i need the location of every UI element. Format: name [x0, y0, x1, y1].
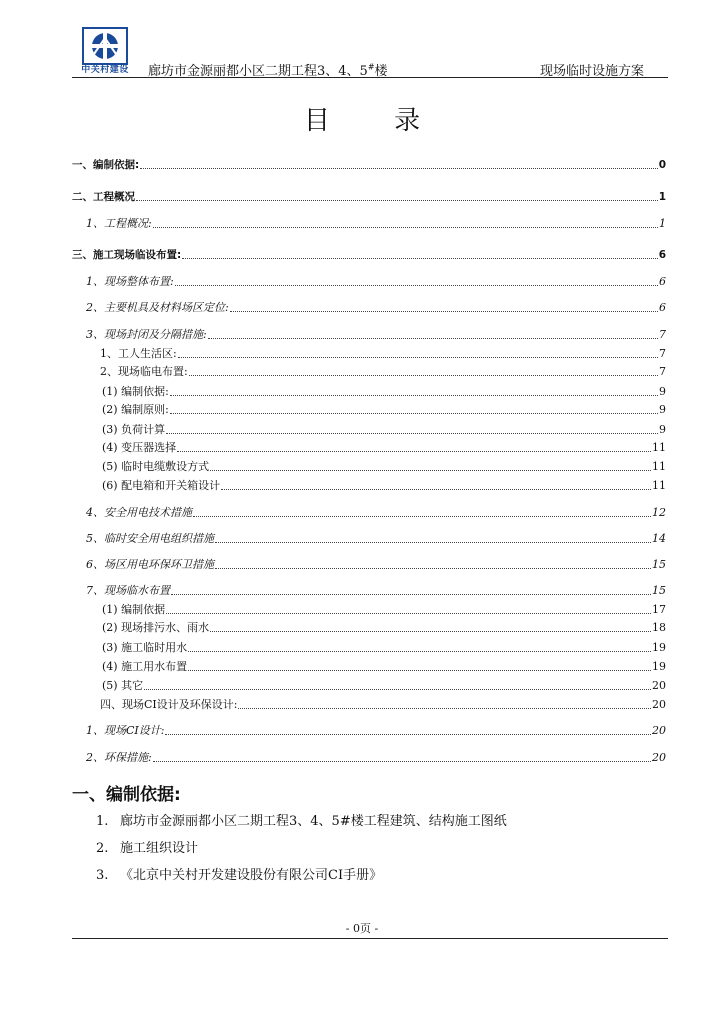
toc-leader-dots — [153, 226, 658, 228]
list-item-number: 3. — [96, 868, 109, 883]
toc-leader-dots — [165, 733, 651, 735]
toc-entry[interactable] — [72, 556, 666, 572]
toc-leader-dots — [221, 488, 651, 490]
toc-entry-page: 15 — [652, 584, 666, 597]
toc-entry[interactable] — [72, 601, 666, 617]
toc-entry[interactable] — [72, 639, 666, 655]
toc-entry-page: 7 — [659, 328, 666, 341]
toc-entry[interactable] — [72, 530, 666, 546]
toc-leader-dots — [140, 167, 657, 169]
toc-entry-label: 1、工人生活区: — [100, 347, 177, 360]
toc-entry[interactable] — [72, 749, 666, 765]
toc-entry[interactable] — [72, 722, 666, 738]
toc-entry[interactable] — [72, 363, 666, 379]
toc-leader-dots — [166, 612, 651, 614]
toc-entry[interactable] — [72, 326, 666, 342]
toc-leader-dots — [166, 432, 658, 434]
header-project-suffix: 楼 — [374, 64, 388, 79]
list-item-number: 1. — [96, 814, 109, 829]
footer-divider — [72, 938, 668, 939]
toc-entry-label: 4、安全用电技术措施 — [86, 506, 192, 519]
toc-entry-page: 18 — [652, 621, 666, 634]
list-item-text: 廊坊市金源丽都小区二期工程3、4、5#楼工程建筑、结构施工图纸 — [120, 814, 507, 829]
toc-entry-label: (4) 施工用水布置 — [102, 660, 188, 673]
toc-entry-label: (6) 配电箱和开关箱设计 — [102, 479, 221, 492]
toc-entry[interactable] — [72, 439, 666, 455]
toc-entry-label: (3) 施工临时用水 — [102, 641, 188, 654]
toc-leader-dots — [215, 567, 651, 569]
toc-entry[interactable] — [72, 696, 666, 712]
toc-entry-page: 7 — [659, 347, 666, 360]
toc-entry[interactable] — [72, 189, 666, 204]
toc-entry[interactable] — [72, 504, 666, 520]
toc-entry-page: 20 — [652, 698, 666, 711]
toc-entry[interactable] — [72, 157, 666, 172]
toc-entry[interactable] — [72, 247, 666, 262]
toc-entry-label: 5、临时安全用电组织措施 — [86, 532, 214, 545]
toc-leader-dots — [238, 707, 651, 709]
toc-entry-label: 二、工程概况 — [72, 191, 135, 203]
toc-entry-page: 1 — [659, 217, 666, 230]
toc-entry[interactable] — [72, 658, 666, 674]
toc-leader-dots — [208, 337, 658, 339]
toc-entry-label: 1、工程概况: — [86, 217, 152, 230]
toc-entry[interactable] — [72, 215, 666, 231]
list-item-text: 《北京中关村开发建设股份有限公司CI手册》 — [120, 868, 383, 883]
toc-leader-dots — [230, 310, 658, 312]
toc-entry[interactable] — [72, 677, 666, 693]
toc-title: 目 录 — [303, 106, 449, 136]
toc-entry-page: 0 — [658, 159, 666, 171]
toc-leader-dots — [171, 593, 651, 595]
toc-entry-label: 3、现场封闭及分隔措施: — [86, 328, 207, 341]
toc-entry-label: (1) 编制依据: — [102, 385, 169, 398]
toc-leader-dots — [170, 412, 658, 414]
toc-entry-label: 1、现场整体布置: — [86, 275, 174, 288]
header-divider — [72, 77, 668, 78]
toc-leader-dots — [177, 450, 651, 452]
toc-entry-page: 9 — [659, 385, 666, 398]
toc-entry-page: 11 — [652, 441, 666, 454]
page-header — [72, 18, 668, 80]
toc-entry-label: 三、施工现场临设布置: — [72, 249, 182, 261]
toc-entry-label: 2、现场临电布置: — [100, 365, 188, 378]
toc-entry-page: 19 — [652, 641, 666, 654]
toc-entry-label: 2、环保措施: — [86, 751, 152, 764]
header-project-sup: # — [367, 62, 375, 72]
toc-leader-dots — [136, 199, 658, 201]
logo-text: 中关村建设 — [81, 65, 129, 75]
toc-entry[interactable] — [72, 421, 666, 437]
toc-leader-dots — [210, 469, 651, 471]
toc-leader-dots — [215, 541, 651, 543]
reference-list — [96, 808, 676, 889]
toc-entry-label: (1) 编制依据 — [102, 603, 166, 616]
toc-entry-page: 9 — [659, 403, 666, 416]
toc-entry[interactable] — [72, 619, 666, 635]
toc-entry[interactable] — [72, 582, 666, 598]
section-heading: 一、编制依据: — [72, 785, 181, 805]
toc-entry[interactable] — [72, 383, 666, 399]
toc-entry-page: 19 — [652, 660, 666, 673]
list-item — [96, 835, 676, 862]
toc-entry-page: 9 — [659, 423, 666, 436]
toc-entry-label: (4) 变压器选择 — [102, 441, 177, 454]
toc-entry-page: 6 — [658, 249, 666, 261]
toc-entry-label: 7、现场临水布置 — [86, 584, 170, 597]
toc-leader-dots — [210, 630, 651, 632]
list-item-number: 2. — [96, 841, 109, 856]
toc-entry[interactable] — [72, 273, 666, 289]
toc-entry-page: 1 — [658, 191, 666, 203]
toc-leader-dots — [188, 650, 651, 652]
toc-entry-page: 14 — [652, 532, 666, 545]
toc-entry[interactable] — [72, 401, 666, 417]
toc-entry[interactable] — [72, 477, 666, 493]
header-doc-title: 现场临时设施方案 — [539, 64, 644, 79]
toc-entry-page: 20 — [652, 751, 666, 764]
toc-entry-page: 11 — [652, 479, 666, 492]
header-project-text: 廊坊市金源丽都小区二期工程3、4、5 — [148, 64, 368, 79]
list-item — [96, 808, 676, 835]
toc-entry-page: 6 — [659, 275, 666, 288]
toc-entry-page: 20 — [652, 724, 666, 737]
list-item — [96, 862, 676, 889]
toc-leader-dots — [182, 257, 657, 259]
toc-leader-dots — [189, 374, 658, 376]
toc-entry-page: 6 — [659, 301, 666, 314]
toc-entry-page: 20 — [652, 679, 666, 692]
toc-entry-label: 1、现场CI设计: — [86, 724, 165, 737]
toc-entry[interactable] — [72, 345, 666, 361]
toc-leader-dots — [175, 284, 658, 286]
toc-entry-page: 11 — [652, 460, 666, 473]
toc-leader-dots — [144, 688, 651, 690]
list-item-text: 施工组织设计 — [120, 841, 199, 856]
toc-leader-dots — [153, 760, 651, 762]
toc-entry-page: 17 — [652, 603, 666, 616]
toc-entry-label: (3) 负荷计算 — [102, 423, 166, 436]
toc-leader-dots — [170, 394, 658, 396]
toc-entry-label: 四、现场CI设计及环保设计: — [100, 698, 238, 711]
toc-entry[interactable] — [72, 458, 666, 474]
toc-entry-label: (2) 编制原则: — [102, 403, 169, 416]
toc-entry-page: 7 — [659, 365, 666, 378]
toc-entry-page: 12 — [652, 506, 666, 519]
toc-entry-label: (5) 临时电缆敷设方式 — [102, 460, 210, 473]
toc-leader-dots — [193, 515, 651, 517]
page-number: - 0页 - — [345, 922, 379, 935]
toc-leader-dots — [188, 669, 651, 671]
toc-entry-label: 一、编制依据: — [72, 159, 140, 171]
toc-entry[interactable] — [72, 299, 666, 315]
toc-entry-label: 2、主要机具及材料场区定位: — [86, 301, 229, 314]
toc-entry-label: (2) 现场排污水、雨水 — [102, 621, 210, 634]
toc-leader-dots — [178, 356, 658, 358]
toc-entry-label: (5) 其它 — [102, 679, 144, 692]
toc-entry-label: 6、场区用电环保环卫措施 — [86, 558, 214, 571]
toc-entry-page: 15 — [652, 558, 666, 571]
